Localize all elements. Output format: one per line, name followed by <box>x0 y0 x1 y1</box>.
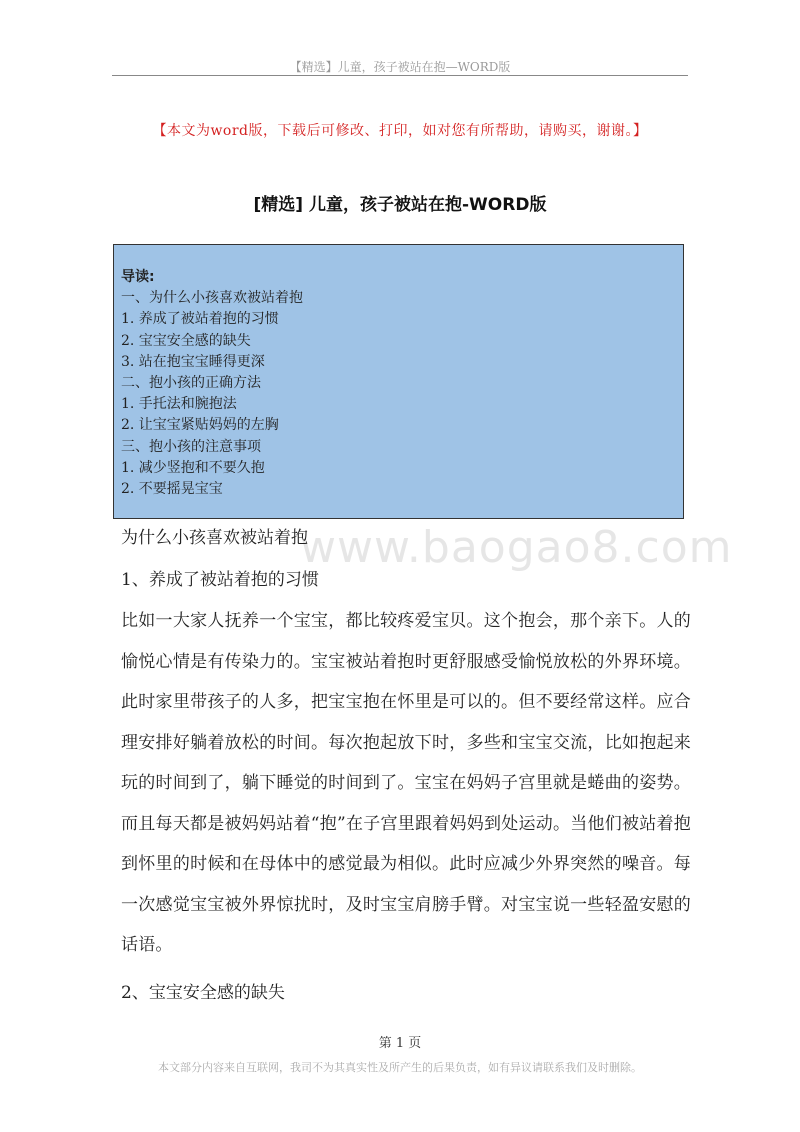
guide-item: 一、为什么小孩喜欢被站着抱 <box>121 290 303 307</box>
guide-item: 三、抱小孩的注意事项 <box>121 438 261 455</box>
guide-item: 二、抱小孩的正确方法 <box>121 375 261 392</box>
subheading: 2、宝宝安全感的缺失 <box>121 982 285 1003</box>
paragraph: 比如一大家人抚养一个宝宝，都比较疼爱宝贝。这个抱会，那个亲下。人的愉悦心情是有传染力的。宝宝被站着抱时更舒服感受愉悦放松的外界环境。此时家里带孩子的人多，把宝宝抱在怀里是可以的。但不要经常这样。应合理安排好躺着放松的时间。每次抱起放下时，多些和宝宝交流，比如抱起来玩的时间到了，躺下睡觉的时间到了。宝宝在妈妈子宫里就是蜷曲的姿势。而且每天都是被妈妈站着“抱”在子宫里跟着妈妈到处运动。当他们被站着抱到怀里的时候和在母体中的感觉最为相似。此时应减少外界突然的噪音。每一次感觉宝宝被外界惊扰时，及时宝宝肩膀手臂。对宝宝说一些轻盈安慰的话语。 <box>121 611 691 955</box>
guide-item: 2. 让宝宝紧贴妈妈的左胸 <box>121 417 279 434</box>
guide-item: 3. 站在抱宝宝睡得更深 <box>121 353 265 370</box>
document-title: [精选] 儿童，孩子被站在抱-WORD版 <box>253 195 547 215</box>
guide-heading: 导读: <box>121 269 155 285</box>
page-header: 【精选】儿童，孩子被站在抱—WORD版 <box>289 60 511 74</box>
guide-item: 2. 宝宝安全感的缺失 <box>121 332 251 349</box>
page-number: 第 1 页 <box>378 1036 422 1051</box>
guide-item: 2. 不要摇晃宝宝 <box>121 481 223 498</box>
watermark: www.baogao8.com <box>300 522 733 573</box>
guide-item: 1. 养成了被站着抱的习惯 <box>121 311 279 328</box>
download-notice: 【本文为word版，下载后可修改、打印，如对您有所帮助，请购买，谢谢。】 <box>152 123 648 139</box>
subheading: 1、养成了被站着抱的习惯 <box>121 570 319 590</box>
guide-box <box>113 244 684 519</box>
header-divider <box>112 75 688 76</box>
body-content <box>121 525 691 1006</box>
guide-list <box>121 267 303 500</box>
guide-item: 1. 减少竖抱和不要久抱 <box>121 459 265 476</box>
footer-disclaimer: 本文部分内容来自互联网，我司不为其真实性及所产生的后果负责，如有异议请联系我们及时删除。 <box>158 1061 642 1074</box>
section-title: 为什么小孩喜欢被站着抱 <box>121 528 308 548</box>
guide-item: 1. 手托法和腕抱法 <box>121 396 237 413</box>
